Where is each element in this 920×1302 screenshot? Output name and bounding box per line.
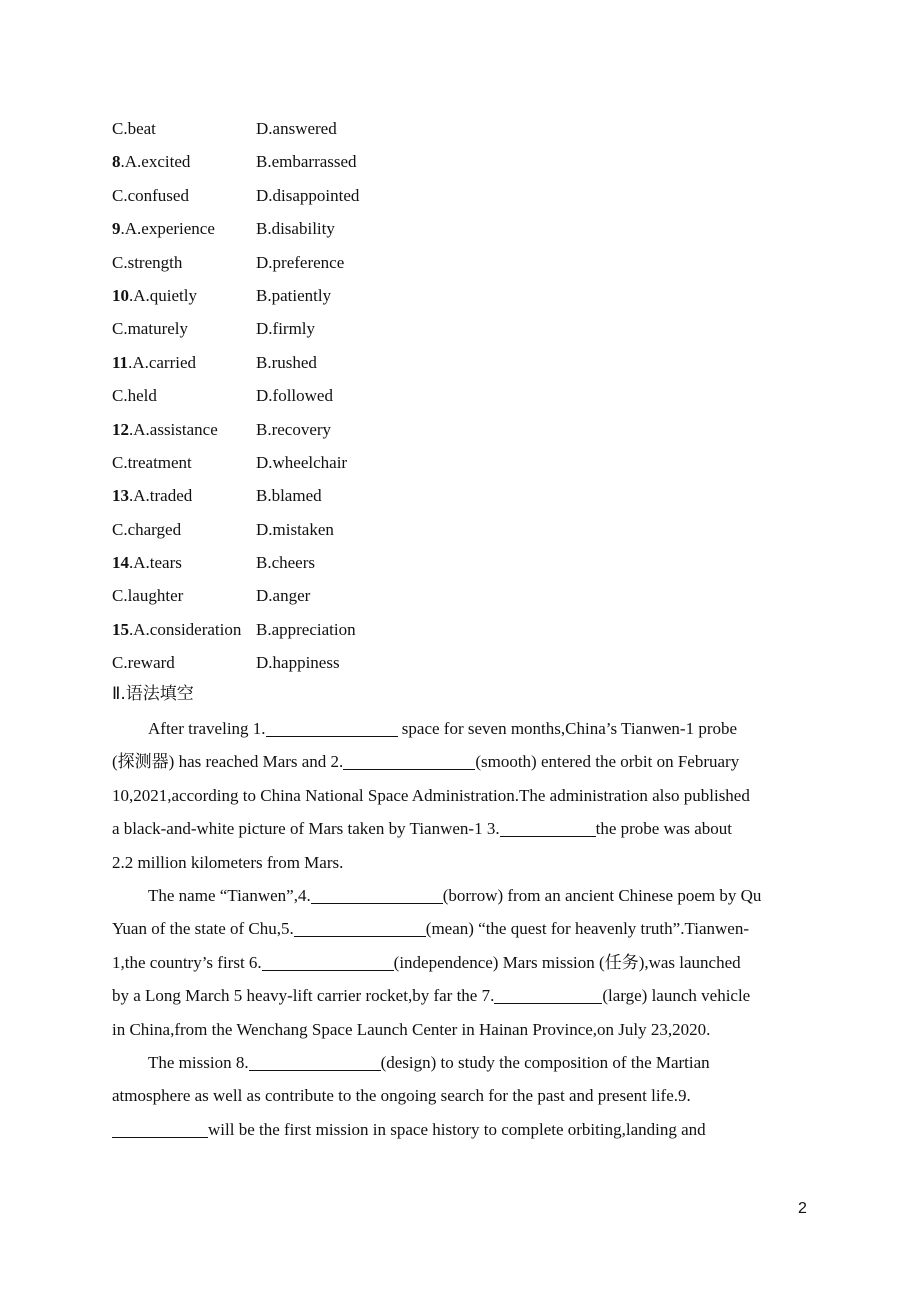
option-row <box>112 646 359 679</box>
question-number: 8 <box>112 152 121 172</box>
option-a: C.laughter <box>112 586 184 606</box>
option-row <box>112 112 359 145</box>
option-row <box>112 413 359 446</box>
answer-blank[interactable] <box>112 1115 208 1138</box>
page-number: 2 <box>798 1200 807 1217</box>
answer-blank[interactable] <box>294 914 426 937</box>
option-a: .A.traded <box>129 486 193 506</box>
option-a: C.maturely <box>112 319 189 339</box>
option-row <box>112 479 359 512</box>
option-row <box>112 212 359 245</box>
option-a: .A.excited <box>120 152 191 172</box>
question-number: 11 <box>112 352 129 372</box>
question-number: 12 <box>112 419 129 439</box>
option-a: .A.tears <box>129 553 182 573</box>
passage-line: in China,from the Wenchang Space Launch Center in Hainan Province,on July 23,2020. <box>112 1019 711 1039</box>
option-row <box>112 613 359 646</box>
option-a: .A.experience <box>120 219 215 239</box>
option-a: .A.quietly <box>129 285 197 305</box>
answer-blank[interactable] <box>266 714 398 737</box>
option-row <box>112 546 359 579</box>
answer-blank[interactable] <box>311 881 443 904</box>
option-b: B.appreciation <box>256 619 356 639</box>
option-a: C.reward <box>112 653 175 673</box>
answer-blank[interactable] <box>494 981 602 1004</box>
answer-blank[interactable] <box>262 948 394 971</box>
option-b: D.answered <box>256 119 337 138</box>
passage-line: (探测器) has reached Mars and 2. (smooth) entered the orbit on February <box>112 745 812 778</box>
option-row <box>112 579 359 612</box>
answer-blank[interactable] <box>343 747 475 770</box>
passage-line: 1,the country’s first 6. (independence) Mars mission (任务),was launched <box>112 946 812 979</box>
question-number: 9 <box>112 219 121 239</box>
option-b: D.preference <box>256 252 345 272</box>
passage-line: will be the first mission in space history to complete orbiting,landing and <box>112 1113 812 1146</box>
option-row <box>112 179 359 212</box>
option-row <box>112 312 359 345</box>
option-a: .A.consideration <box>129 619 242 639</box>
answer-options <box>112 112 359 680</box>
option-a: C.beat <box>112 119 156 138</box>
passage-line: 10,2021,according to China National Space Administration.The administration also published <box>112 785 750 805</box>
passage-line: After traveling 1. space for seven months,China’s Tianwen-1 probe <box>112 712 812 745</box>
passage-line: The name “Tianwen”,4. (borrow) from an ancient Chinese poem by Qu <box>112 879 812 912</box>
option-b: D.wheelchair <box>256 452 348 472</box>
option-b: B.recovery <box>256 419 332 439</box>
option-row <box>112 279 359 312</box>
option-a: C.strength <box>112 252 183 272</box>
passage-line: 2.2 million kilometers from Mars. <box>112 852 344 872</box>
option-row <box>112 145 359 178</box>
section-title: Ⅱ.语法填空 <box>112 684 194 704</box>
option-a: .A.carried <box>128 352 197 372</box>
grammar-passage <box>112 712 812 1146</box>
option-row <box>112 513 359 546</box>
option-b: B.embarrassed <box>256 152 357 172</box>
question-number: 15 <box>112 619 129 639</box>
answer-blank[interactable] <box>249 1048 381 1071</box>
option-a: C.charged <box>112 519 182 539</box>
option-row <box>112 346 359 379</box>
passage-line: Yuan of the state of Chu,5. (mean) “the quest for heavenly truth”.Tianwen- <box>112 912 812 945</box>
option-b: B.blamed <box>256 486 322 506</box>
option-b: B.disability <box>256 219 335 239</box>
option-a: C.treatment <box>112 452 192 472</box>
option-row <box>112 379 359 412</box>
option-b: D.mistaken <box>256 519 334 539</box>
question-number: 10 <box>112 285 129 305</box>
option-b: D.happiness <box>256 653 340 673</box>
option-b: D.anger <box>256 586 311 606</box>
passage-line: by a Long March 5 heavy-lift carrier rocket,by far the 7. (large) launch vehicle <box>112 979 812 1012</box>
option-row <box>112 246 359 279</box>
question-number: 13 <box>112 486 129 506</box>
option-b: D.firmly <box>256 319 316 339</box>
passage-line: a black-and-white picture of Mars taken by Tianwen-1 3. the probe was about <box>112 812 812 845</box>
answer-blank[interactable] <box>500 814 596 837</box>
passage-line: atmosphere as well as contribute to the ongoing search for the past and present life.9. <box>112 1086 691 1106</box>
option-b: B.patiently <box>256 285 332 305</box>
option-b: D.disappointed <box>256 185 360 205</box>
option-b: B.rushed <box>256 352 317 372</box>
option-a: C.held <box>112 386 157 406</box>
option-a: .A.assistance <box>129 419 218 439</box>
option-row <box>112 446 359 479</box>
option-b: D.followed <box>256 386 333 406</box>
passage-line: The mission 8. (design) to study the composition of the Martian <box>112 1046 812 1079</box>
option-a: C.confused <box>112 185 189 205</box>
option-b: B.cheers <box>256 553 316 573</box>
question-number: 14 <box>112 553 129 573</box>
